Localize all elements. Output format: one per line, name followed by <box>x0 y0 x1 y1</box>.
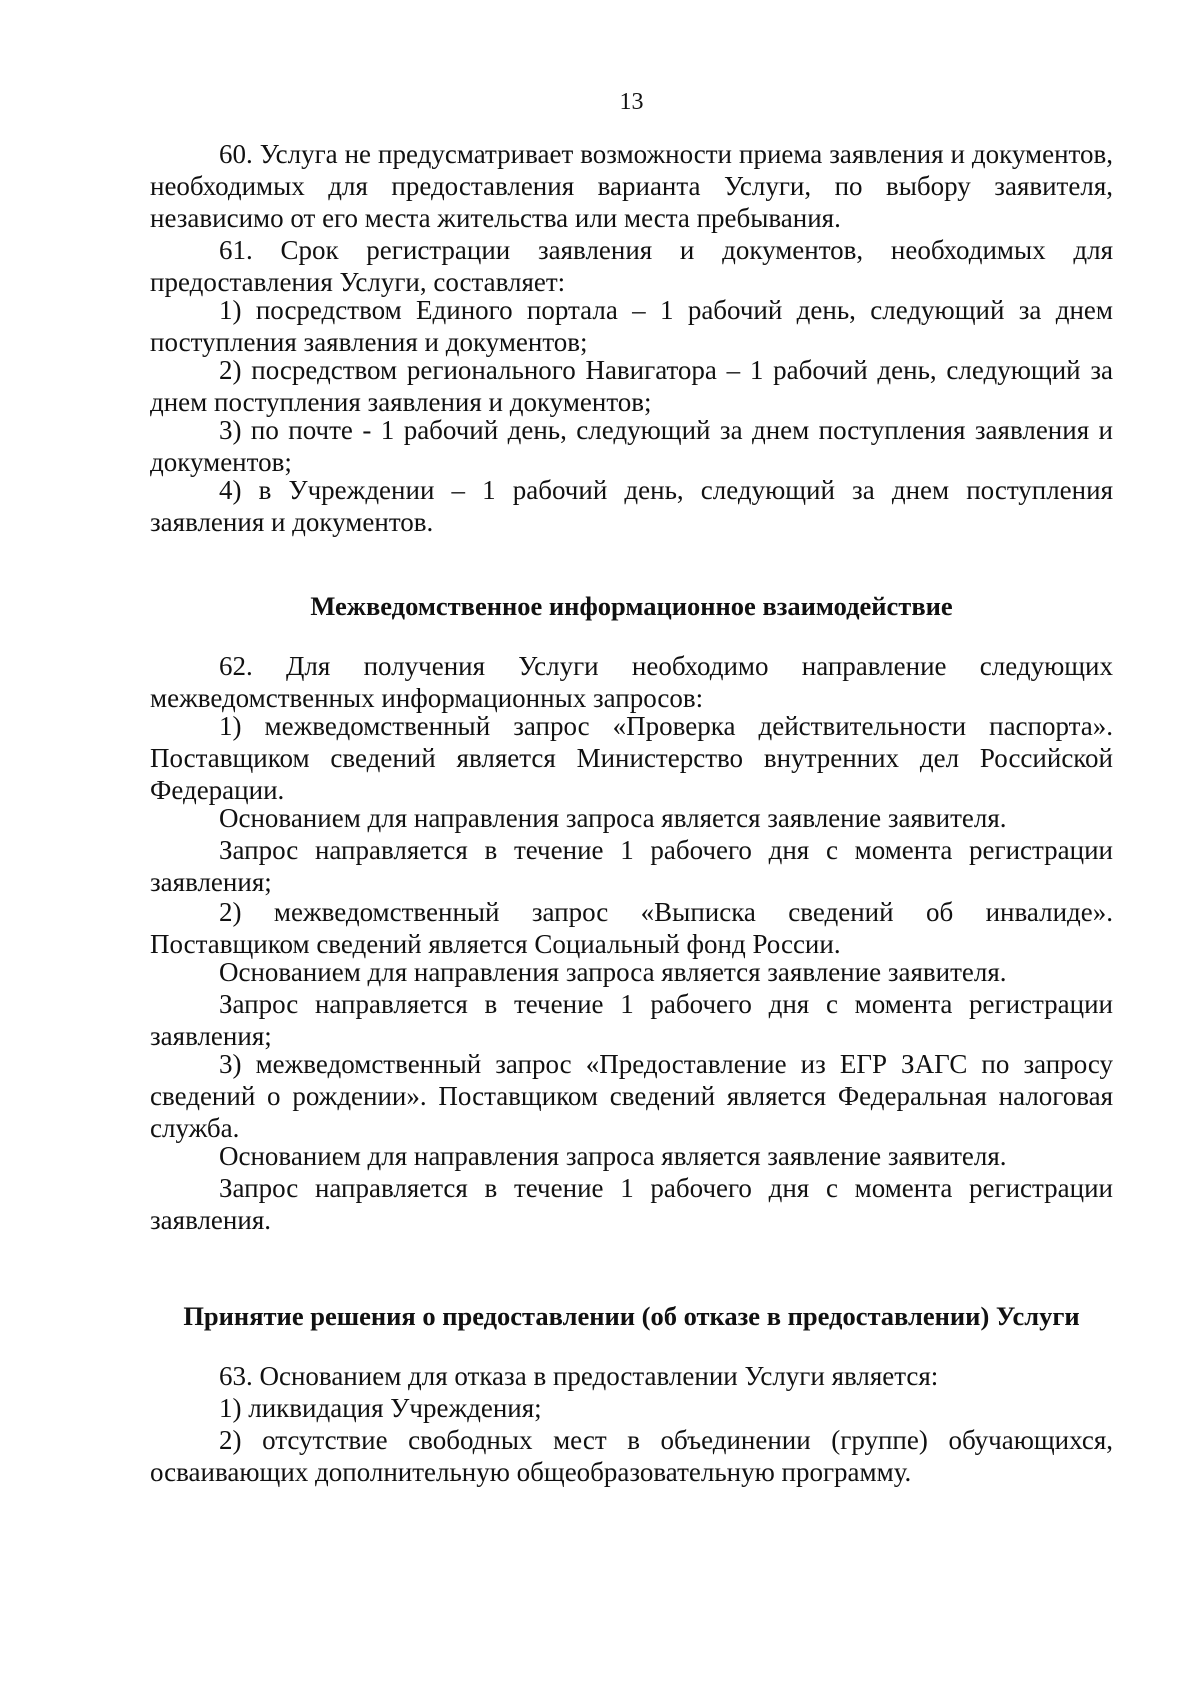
document-page <box>150 0 1113 1682</box>
paragraph-63-item-1: 1) ликвидация Учреждения; <box>219 1393 542 1423</box>
paragraph-62: 62. Для получения Услуги необходимо направление следующих межведомственных информационных запросов: <box>150 651 1113 713</box>
paragraph-62-item-2-basis: Основанием для направления запроса является заявление заявителя. <box>219 957 1007 987</box>
paragraph-62-item-1-term: Запрос направляется в течение 1 рабочего дня с момента регистрации заявления; <box>150 835 1113 897</box>
paragraph-62-item-3-basis: Основанием для направления запроса является заявление заявителя. <box>219 1141 1007 1171</box>
paragraph-61: 61. Срок регистрации заявления и документов, необходимых для предоставления Услуги, составляет: <box>150 235 1113 297</box>
paragraph-63-item-2: 2) отсутствие свободных мест в объединении (группе) обучающихся, осваивающих дополнительную общеобразовательную программу. <box>150 1425 1113 1487</box>
paragraph-62-item-2: 2) межведомственный запрос «Выписка сведений об инвалиде». Поставщиком сведений является Социальный фонд России. <box>150 897 1113 959</box>
paragraph-61-item-2: 2) посредством регионального Навигатора – 1 рабочий день, следующий за днем поступления заявления и документов; <box>150 355 1113 417</box>
paragraph-63: 63. Основанием для отказа в предоставлении Услуги является: <box>219 1361 939 1391</box>
paragraph-60: 60. Услуга не предусматривает возможности приема заявления и документов, необходимых для предоставления варианта Услуги, по выбору заявителя, независимо от его места жительства или места пребывания. <box>150 139 1113 233</box>
section-heading-interagency: Межведомственное информационное взаимодействие <box>310 591 953 621</box>
paragraph-62-item-1-basis: Основанием для направления запроса является заявление заявителя. <box>219 803 1007 833</box>
paragraph-62-item-1: 1) межведомственный запрос «Проверка действительности паспорта». Поставщиком сведений является Министерство внутренних дел Российской Федерации. <box>150 711 1113 805</box>
page-number: 13 <box>619 89 644 115</box>
paragraph-62-item-3-term: Запрос направляется в течение 1 рабочего дня с момента регистрации заявления. <box>150 1173 1113 1235</box>
paragraph-62-item-2-term: Запрос направляется в течение 1 рабочего дня с момента регистрации заявления; <box>150 989 1113 1051</box>
paragraph-61-item-1: 1) посредством Единого портала – 1 рабочий день, следующий за днем поступления заявления и документов; <box>150 295 1113 357</box>
paragraph-61-item-4: 4) в Учреждении – 1 рабочий день, следующий за днем поступления заявления и документов. <box>150 475 1113 537</box>
paragraph-61-item-3: 3) по почте - 1 рабочий день, следующий за днем поступления заявления и документов; <box>150 415 1113 477</box>
section-heading-decision: Принятие решения о предоставлении (об отказе в предоставлении) Услуги <box>183 1301 1080 1331</box>
paragraph-62-item-3: 3) межведомственный запрос «Предоставление из ЕГР ЗАГС по запросу сведений о рождении». Поставщиком сведений является Федеральная налоговая служба. <box>150 1049 1113 1143</box>
